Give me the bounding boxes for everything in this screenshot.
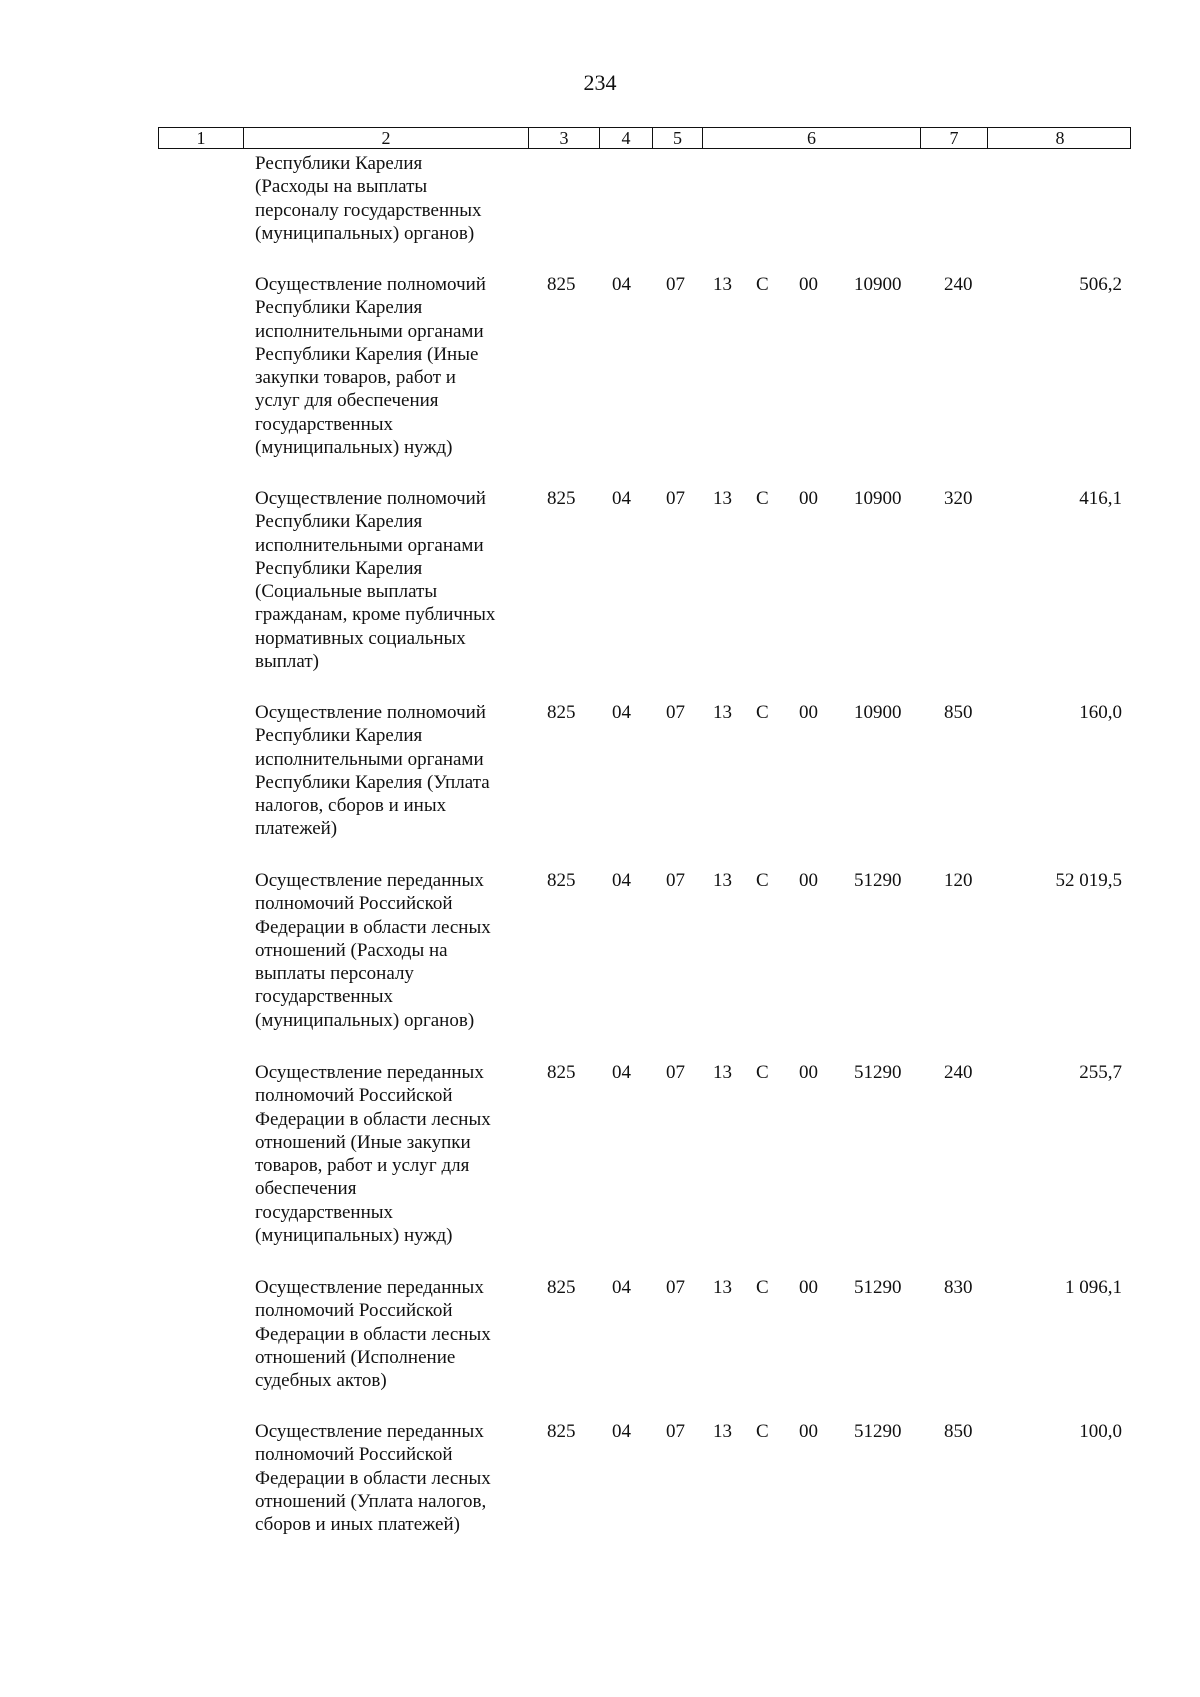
row-expense-type: 240 — [944, 1062, 973, 1083]
row-section-code: 04 — [612, 488, 631, 509]
row-letter-code: С — [756, 702, 769, 723]
row-section-code: 04 — [612, 1277, 631, 1298]
header-col-1: 1 — [159, 128, 244, 148]
row-letter-code: С — [756, 274, 769, 295]
row-amount: 100,0 — [1079, 1421, 1122, 1442]
row-program-code: 13 — [713, 1277, 732, 1298]
row-section-code: 04 — [612, 1062, 631, 1083]
row-description: Осуществление переданных полномочий Российской Федерации в области лесных отношений (Исполнение судебных актов) — [255, 1277, 491, 1392]
row-letter-code: С — [756, 1277, 769, 1298]
row-description: Осуществление полномочий Республики Карелия исполнительными органами Республики Карелия (Социальные выплаты гражданам, кроме публичных нормативных социальных выплат) — [255, 488, 496, 673]
row-section-code: 04 — [612, 274, 631, 295]
row-direction-code: 51290 — [854, 1277, 902, 1298]
row-ministry-code: 825 — [547, 702, 576, 723]
row-letter-code: С — [756, 488, 769, 509]
row-subsection-code: 07 — [666, 1062, 685, 1083]
row-description: Осуществление переданных полномочий Российской Федерации в области лесных отношений (Расходы на выплаты персоналу государственных (муниципальных) органов) — [255, 870, 491, 1031]
header-col-2: 2 — [244, 128, 529, 148]
row-section-code: 04 — [612, 1421, 631, 1442]
row-amount: 1 096,1 — [1065, 1277, 1122, 1298]
row-expense-type: 240 — [944, 274, 973, 295]
header-col-7: 7 — [921, 128, 988, 148]
row-program-code: 13 — [713, 488, 732, 509]
row-expense-type: 320 — [944, 488, 973, 509]
row-ministry-code: 825 — [547, 274, 576, 295]
header-col-6: 6 — [703, 128, 921, 148]
row-description: Осуществление переданных полномочий Российской Федерации в области лесных отношений (Иные закупки товаров, работ и услуг для обеспечения государственных (муниципальных) нужд) — [255, 1062, 491, 1247]
row-sub-code: 00 — [799, 1277, 818, 1298]
header-col-4: 4 — [600, 128, 653, 148]
row-direction-code: 51290 — [854, 1421, 902, 1442]
row-direction-code: 10900 — [854, 702, 902, 723]
row-sub-code: 00 — [799, 274, 818, 295]
row-expense-type: 850 — [944, 1421, 973, 1442]
header-col-3: 3 — [529, 128, 600, 148]
continuation-text: Республики Карелия (Расходы на выплаты персоналу государственных (муниципальных) органов) — [255, 153, 482, 244]
row-subsection-code: 07 — [666, 1421, 685, 1442]
header-col-5: 5 — [653, 128, 703, 148]
row-subsection-code: 07 — [666, 1277, 685, 1298]
row-program-code: 13 — [713, 702, 732, 723]
row-ministry-code: 825 — [547, 1421, 576, 1442]
row-letter-code: С — [756, 1062, 769, 1083]
row-sub-code: 00 — [799, 1062, 818, 1083]
row-expense-type: 850 — [944, 702, 973, 723]
table-header-row — [158, 127, 1131, 149]
row-section-code: 04 — [612, 870, 631, 891]
row-ministry-code: 825 — [547, 1277, 576, 1298]
row-ministry-code: 825 — [547, 1062, 576, 1083]
row-description: Осуществление переданных полномочий Российской Федерации в области лесных отношений (Уплата налогов, сборов и иных платежей) — [255, 1421, 491, 1536]
page-number: 234 — [583, 70, 617, 95]
row-program-code: 13 — [713, 870, 732, 891]
header-col-8: 8 — [1055, 128, 1065, 148]
row-direction-code: 10900 — [854, 488, 902, 509]
row-sub-code: 00 — [799, 1421, 818, 1442]
row-letter-code: С — [756, 1421, 769, 1442]
row-direction-code: 10900 — [854, 274, 902, 295]
row-letter-code: С — [756, 870, 769, 891]
row-description: Осуществление полномочий Республики Карелия исполнительными органами Республики Карелия (Уплата налогов, сборов и иных платежей) — [255, 702, 490, 840]
row-amount: 506,2 — [1079, 274, 1122, 295]
row-program-code: 13 — [713, 1421, 732, 1442]
row-expense-type: 120 — [944, 870, 973, 891]
row-sub-code: 00 — [799, 488, 818, 509]
row-program-code: 13 — [713, 1062, 732, 1083]
row-amount: 416,1 — [1079, 488, 1122, 509]
row-subsection-code: 07 — [666, 870, 685, 891]
row-subsection-code: 07 — [666, 702, 685, 723]
row-sub-code: 00 — [799, 702, 818, 723]
row-amount: 160,0 — [1079, 702, 1122, 723]
row-ministry-code: 825 — [547, 488, 576, 509]
row-sub-code: 00 — [799, 870, 818, 891]
row-subsection-code: 07 — [666, 274, 685, 295]
row-amount: 52 019,5 — [1055, 870, 1122, 891]
row-ministry-code: 825 — [547, 870, 576, 891]
row-direction-code: 51290 — [854, 870, 902, 891]
row-description: Осуществление полномочий Республики Карелия исполнительными органами Республики Карелия (Иные закупки товаров, работ и услуг для обеспечения государственных (муниципальных) нужд) — [255, 274, 486, 459]
row-direction-code: 51290 — [854, 1062, 902, 1083]
row-section-code: 04 — [612, 702, 631, 723]
row-expense-type: 830 — [944, 1277, 973, 1298]
row-subsection-code: 07 — [666, 488, 685, 509]
row-amount: 255,7 — [1079, 1062, 1122, 1083]
row-program-code: 13 — [713, 274, 732, 295]
